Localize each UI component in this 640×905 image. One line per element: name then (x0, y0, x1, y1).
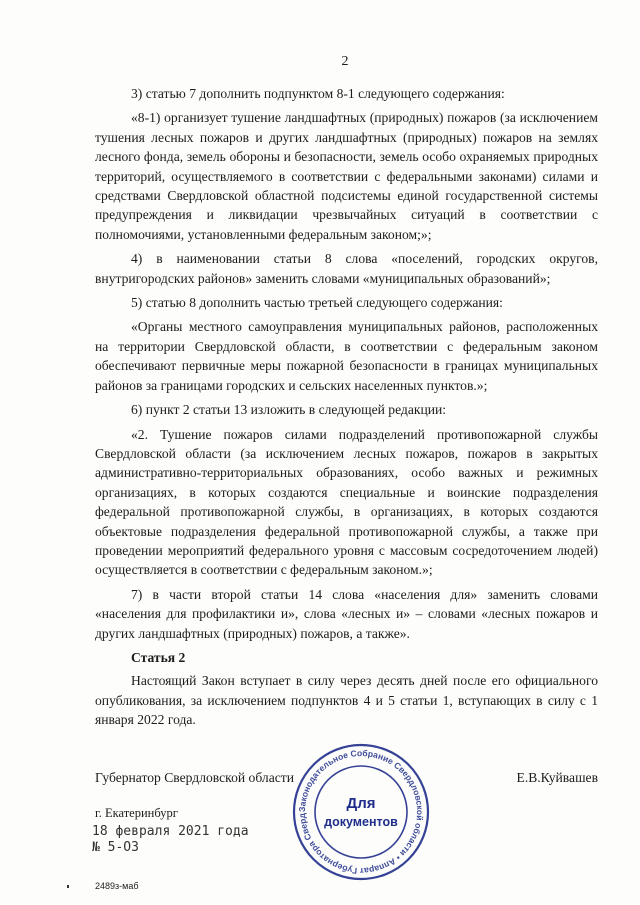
page-number: 2 (341, 54, 349, 69)
paragraph-item-3: 3) статью 7 дополнить подпунктом 8-1 следующего содержания: (131, 86, 505, 101)
paragraph-item-4: 4) в наименовании статьи 8 слова «поселений, городских округов, внутригородских районов» заменить словами «муниципальных образований»; (95, 251, 598, 286)
document-body (95, 84, 598, 735)
stamp (291, 742, 431, 882)
scan-mark (67, 885, 69, 888)
article-text: Настоящий Закон вступает в силу через десять дней после его официального опубликования, за исключением подпунктов 4 и 5 статьи 1, вступающих в силу с 1 января 2022 года. (95, 673, 598, 728)
article-heading: Статья 2 (131, 649, 186, 665)
stamp-center-line2: документов (324, 815, 398, 829)
footer-code: 2489з-маб (95, 881, 139, 891)
paragraph-item-5: 5) статью 8 дополнить частью третьей следующего содержания: (131, 295, 503, 311)
paragraph-item-3-text: «8-1) организует тушение ландшафтных (природных) пожаров (за исключением тушения лесных пожаров и других ландшафтных (природных) пожаров на землях лесного фонда, земель обороны и безопасности, земель особо охраняемых природных территорий, осуществляемого в соответствии с федеральными законами) силами и средствами Свердловской областной подсистемы единой государственной системы предупреждения и ликвидации чрезвычайных ситуаций в соответствии с полномочиями, установленными федеральным законом;»; (95, 110, 598, 242)
stamp-seal-icon (291, 742, 431, 882)
signature-name: Е.В.Куйвашев (516, 770, 598, 785)
paragraph-item-6: 6) пункт 2 статьи 13 изложить в следующей редакции: (131, 402, 447, 418)
signature-role: Губернатор Свердловской области (95, 770, 294, 785)
paragraph-item-7: 7) в части второй статьи 14 слова «населения для» заменить словами «населения для профилактики и», слова «лесных и» – словами «лесных пожаров и других ландшафтных (природных) пожаров, а также». (95, 586, 598, 641)
place: г. Екатеринбург (95, 806, 178, 820)
stamp-ring-text: Законодательное Собрание Свердловской области • Аппарат Губернатора Сверд (296, 747, 426, 877)
law-number: № 5-ОЗ (92, 840, 139, 855)
paragraph-item-5-text: «Органы местного самоуправления муниципальных районов, расположенных на территории Свердловской области, в соответствии с федеральным законом обеспечивают первичные меры пожарной безопасности в границах муниципальных районов за границами городских и сельских населенных пунктов.»; (95, 319, 598, 393)
stamp-center-line1: Для (346, 795, 376, 812)
law-date: 18 февраля 2021 года (92, 824, 249, 839)
paragraph-item-6-text: «2. Тушение пожаров силами подразделений противопожарной службы Свердловской области (за исключением лесных пожаров, пожаров в закрытых административно-территориальных образованиях, особо важных и режимных организациях, в которых создаются специальные и воинские подразделения федеральной противопожарной службы, в организациях, в которых создаются объектовые подразделения федеральной противопожарной службы, а также при проведении мероприятий федерального уровня с массовым сосредоточением людей) осуществляется в соответствии с федеральным законом.»; (95, 426, 598, 578)
